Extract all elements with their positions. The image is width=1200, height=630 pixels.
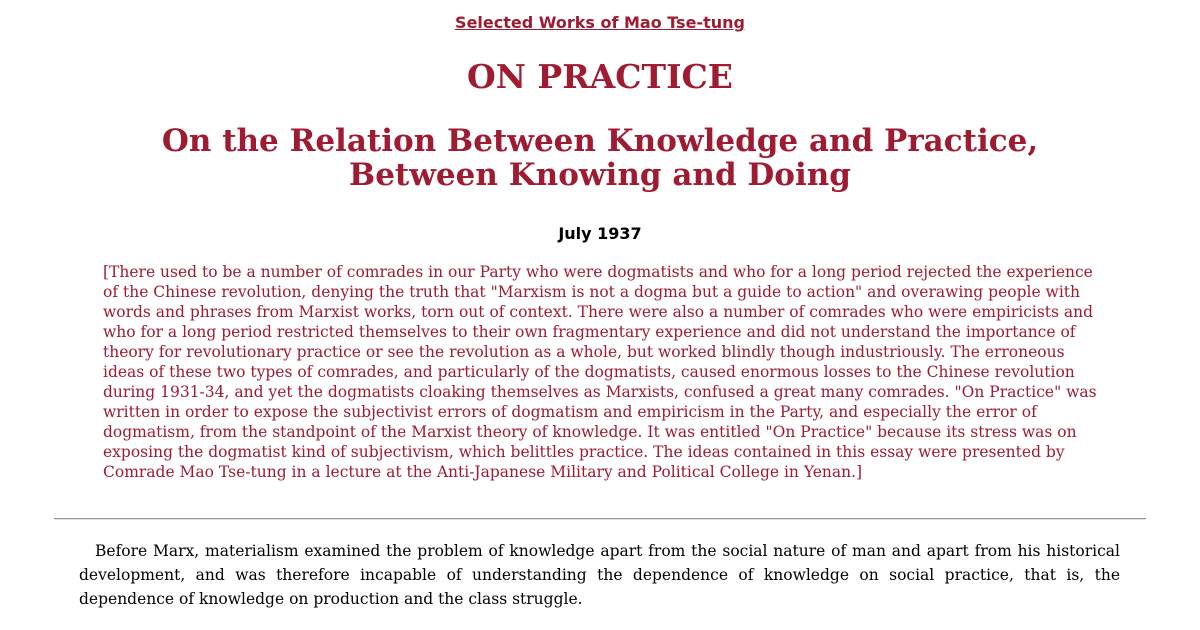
selected-works-link[interactable]: Selected Works of Mao Tse-tung [455,13,745,32]
body-paragraph: Before Marx, materialism examined the problem of knowledge apart from the social nature of man and apart from his historical development, and was therefore incapable of understanding the dependence of knowledge on social practice, that is, the dependence of knowledge on production and the class struggle. [79,542,1120,608]
editor-note: [There used to be a number of comrades in our Party who were dogmatists and who for a long period rejected the experience of the Chinese revolution, denying the truth that "Marxism is not a dogma but a guide to action" and overawing people with words and phrases from Marxist works, torn out of context. There were also a number of comrades who were empiricists and who for a long period restricted themselves to their own fragmentary experience and did not understand the importance of theory for revolutionary practice or see the revolution as a whole, but worked blindly though industriously. The erroneous ideas of these two types of comrades, and particularly of the dogmatists, caused enormous losses to the Chinese revolution during 1931-34, and yet the dogmatists cloaking themselves as Marxists, confused a great many comrades. "On Practice" was written in order to expose the subjectivist errors of dogmatism and empiricism in the Party, and especially the error of dogmatism, from the standpoint of the Marxist theory of knowledge. It was entitled "On Practice" because its stress was on exposing the dogmatist kind of subjectivism, which belittles practice. The ideas contained in this essay were presented by Comrade Mao Tse-tung in a lecture at the Anti-Japanese Military and Political College in Yenan.] [103,263,1097,481]
document-date: July 1937 [558,224,642,243]
horizontal-divider [54,518,1146,520]
page-subtitle: On the Relation Between Knowledge and Practice, Between Knowing and Doing [161,123,1039,193]
page-title: ON PRACTICE [467,57,733,96]
book-title-header [0,13,1200,33]
